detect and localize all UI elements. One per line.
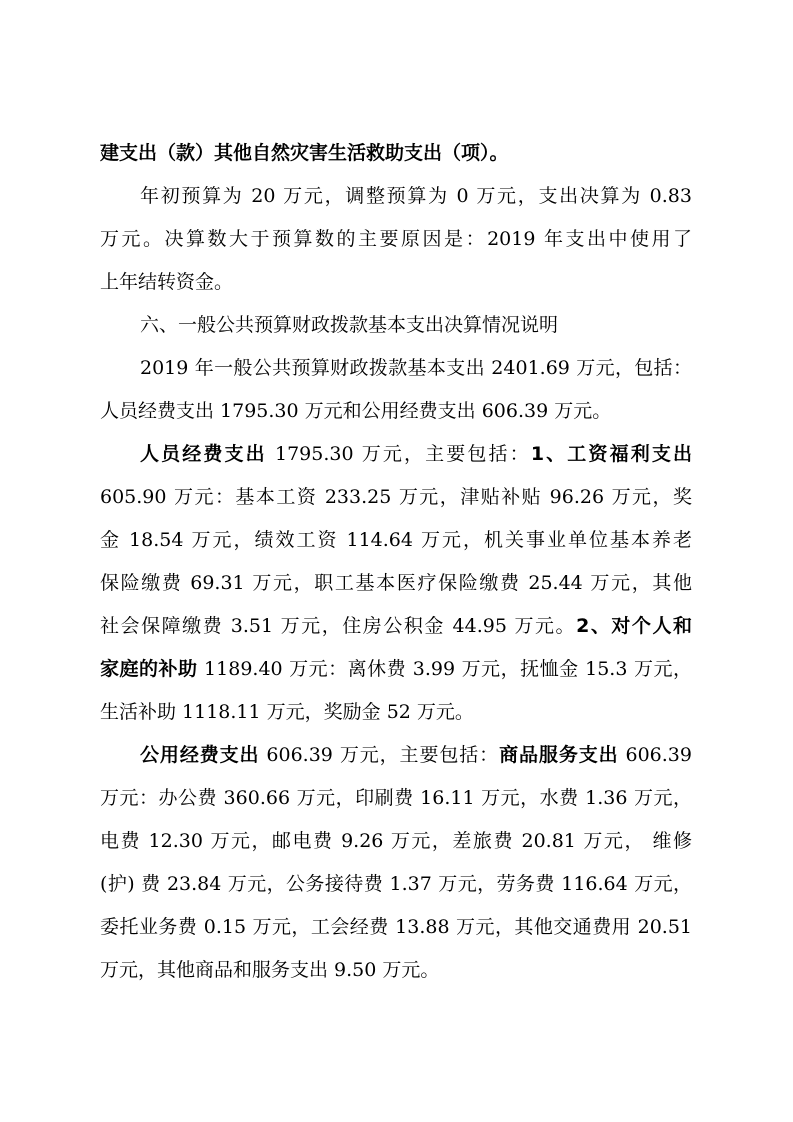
paragraph-line: 万元：办公费 360.66 万元，印刷费 16.11 万元，水费 1.36 万元，: [100, 787, 692, 809]
paragraph-line: 生活补助 1118.11 万元，奖励金 52 万元。: [100, 701, 474, 723]
paragraph-line: 委托业务费 0.15 万元，工会经费 13.88 万元，其他交通费用 20.51: [100, 916, 692, 938]
bold-term: 公用经费支出: [140, 744, 260, 766]
inline-text: 社会保障缴费 3.51 万元，住房公积金 44.95 万元。: [100, 615, 577, 637]
paragraph-line: (护) 费 23.84 万元，公务接待费 1.37 万元，劳务费 116.64 万元，: [100, 873, 692, 895]
paragraph-continuation-line: [100, 134, 692, 172]
bold-term: 家庭的补助: [100, 658, 198, 680]
paragraph-line: [140, 435, 692, 473]
paragraph-line: 万元。决算数大于预算数的主要原因是：2019 年支出中使用了: [100, 228, 692, 250]
paragraph-line: 上年结转资金。: [100, 271, 234, 293]
inline-text: 606.39: [618, 744, 692, 766]
paragraph-line: 人员经费支出 1795.30 万元和公用经费支出 606.39 万元。: [100, 400, 612, 422]
inline-text: 606.39 万元，主要包括：: [259, 744, 500, 766]
paragraph-line: 605.90 万元：基本工资 233.25 万元，津贴补贴 96.26 万元，奖: [100, 486, 692, 508]
bold-term: 2、对个人和: [576, 615, 692, 637]
paragraph-line: [100, 607, 692, 645]
paragraph-line: [140, 736, 692, 774]
paragraph-line: 保险缴费 69.31 万元，职工基本医疗保险缴费 25.44 万元，其他: [100, 572, 692, 594]
bold-term: 1、工资福利支出: [530, 443, 692, 465]
inline-text: 1189.40 万元：离休费 3.99 万元，抚恤金 15.3 万元，: [197, 658, 692, 680]
paragraph-line: [100, 650, 692, 688]
paragraph-line: 2019 年一般公共预算财政拨款基本支出 2401.69 万元，包括：: [140, 357, 692, 379]
inline-text: 1795.30 万元，主要包括：: [266, 443, 531, 465]
paragraph-line: 金 18.54 万元，绩效工资 114.64 万元，机关事业单位基本养老: [100, 529, 692, 551]
bold-term: 商品服务支出: [499, 744, 619, 766]
bold-text: 建支出（款）其他自然灾害生活救助支出（项）。: [100, 142, 509, 164]
bold-term: 人员经费支出: [140, 443, 267, 465]
paragraph-line: 万元，其他商品和服务支出 9.50 万元。: [100, 959, 440, 981]
section-heading: 六、一般公共预算财政拨款基本支出决算情况说明: [140, 314, 559, 336]
paragraph-line: 年初预算为 20 万元，调整预算为 0 万元，支出决算为 0.83: [140, 185, 692, 207]
paragraph-line: 电费 12.30 万元，邮电费 9.26 万元，差旅费 20.81 万元， 维修: [100, 830, 692, 852]
